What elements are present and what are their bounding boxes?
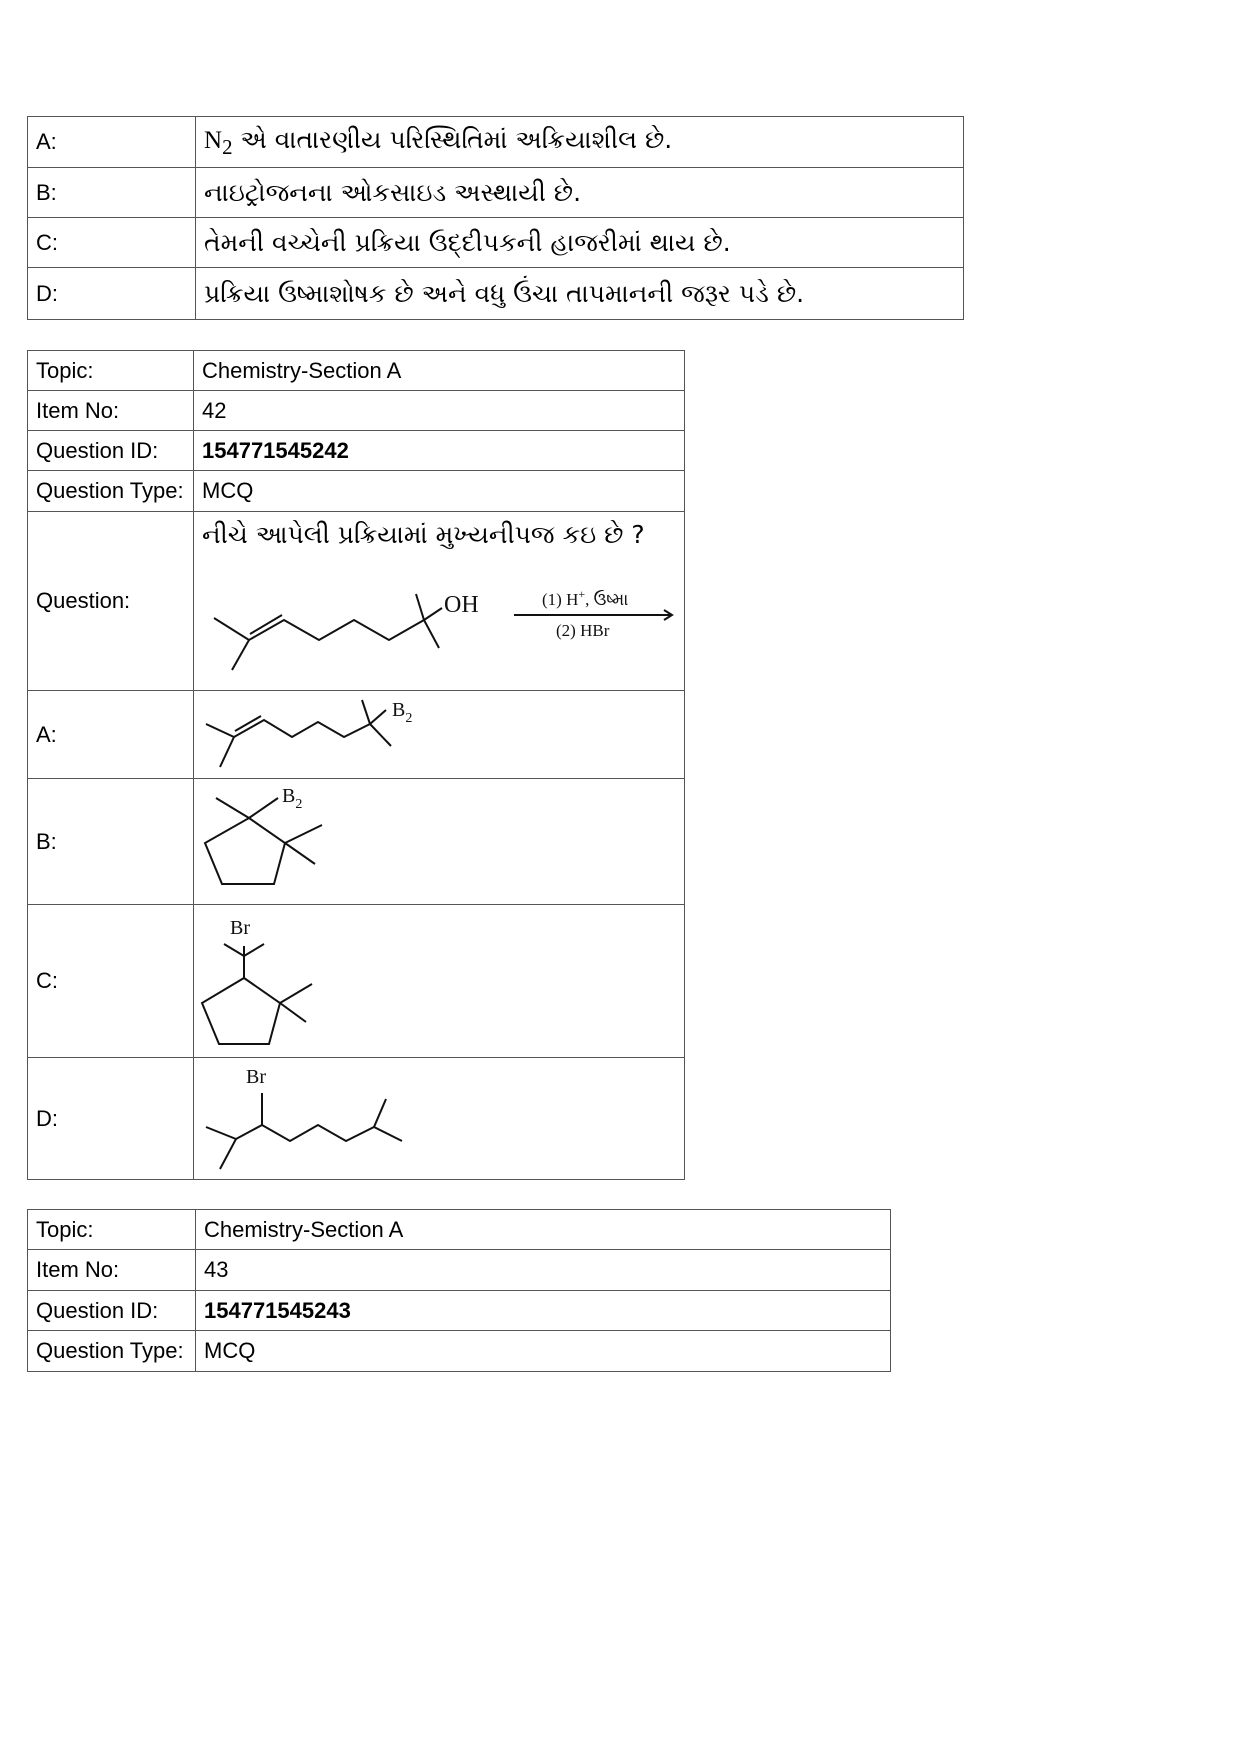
question-content (194, 512, 685, 691)
question-id-value: 154771545243 (196, 1291, 891, 1331)
question-43-table (27, 1209, 891, 1372)
methyl-down (370, 724, 391, 746)
option-row-c (28, 905, 685, 1058)
gem-methyl-1 (280, 984, 312, 1003)
option-text: નાઇટ્રોજનના ઓકસાઇડ અસ્થાયી છે. (196, 168, 964, 218)
cyclopentane-ring (202, 978, 280, 1044)
option-figure-cell (194, 779, 685, 905)
question-id-value: 154771545242 (194, 431, 685, 471)
option-row-b (28, 779, 685, 905)
option-figure-cell (194, 1058, 685, 1180)
methyl-left (216, 798, 249, 818)
topic-value: Chemistry-Section A (194, 351, 685, 391)
option-text (196, 117, 964, 168)
question-type-row (28, 471, 685, 512)
topic-value: Chemistry-Section A (196, 1210, 891, 1250)
question-text: નીચે આપેલી પ્રક્રિયામાં મુખ્યનીપજ કઇ છે ? (202, 520, 645, 549)
reagent-step-1: (1) H+, ઉષ્મા (542, 587, 629, 609)
option-c-structure (194, 906, 394, 1056)
topic-label: Topic: (28, 351, 194, 391)
question-id-label: Question ID: (28, 431, 194, 471)
reactant-skeleton (214, 618, 424, 640)
option-b-structure (194, 780, 394, 904)
chain-skeleton (206, 720, 370, 737)
methyl-left (206, 1127, 236, 1139)
cyclopentane-ring (205, 818, 285, 884)
tert-methyl-left (224, 944, 244, 956)
atom-label: $B_2$ (392, 698, 413, 726)
methyl-up (374, 1099, 386, 1127)
question-id-label: Question ID: (28, 1291, 196, 1331)
option-label: B: (28, 168, 196, 218)
gem-methyl-1 (285, 825, 322, 843)
reactant-methyl-up (416, 594, 424, 620)
methyl-down (220, 1139, 236, 1169)
question-type-value: MCQ (194, 471, 685, 512)
question-42-table (27, 350, 685, 1180)
methyl-right (249, 798, 278, 818)
item-row (28, 1250, 891, 1291)
reactant-oh-bond (424, 608, 442, 620)
option-row-d (28, 1058, 685, 1180)
methyl-up (362, 700, 370, 724)
option-label: D: (28, 1058, 194, 1180)
option-row-c (28, 218, 964, 268)
formula-subscript: 2 (222, 134, 233, 159)
option-row-a (28, 117, 964, 168)
gem-methyl-2 (285, 843, 315, 864)
option-row-d (28, 268, 964, 320)
option-label: A: (28, 117, 196, 168)
item-row (28, 391, 685, 431)
option-figure-cell (194, 905, 685, 1058)
option-text: પ્રક્રિયા ઉષ્માશોષક છે અને વધુ ઉંચા તાપમાનની જરૂર પડે છે. (196, 268, 964, 320)
question-row (28, 512, 685, 691)
atom-label: $B_2$ (282, 784, 303, 812)
option-text: તેમની વચ્ચેની પ્રક્રિયા ઉદ્દીપકની હાજરીમાં થાય છે. (196, 218, 964, 268)
option-label: C: (28, 905, 194, 1058)
option-label: A: (28, 691, 194, 779)
prev-options-table (27, 116, 964, 320)
reagent-step-2: (2) HBr (556, 621, 610, 640)
reactant-oh-label: OH (444, 592, 479, 618)
question-id-row (28, 431, 685, 471)
atom-label: Br (230, 917, 250, 939)
topic-label: Topic: (28, 1210, 196, 1250)
option-a-structure (194, 692, 434, 778)
formula: N (204, 126, 223, 154)
item-label: Item No: (28, 1250, 196, 1291)
question-type-label: Question Type: (28, 1331, 196, 1372)
option-row-a (28, 691, 685, 779)
methyl-branch (220, 737, 234, 767)
option-text-body: એ વાતારણીય પરિસ્થિતિમાં અક્રિયાશીલ છે. (232, 124, 673, 154)
question-type-label: Question Type: (28, 471, 194, 512)
question-type-row (28, 1331, 891, 1372)
chain-skeleton (236, 1125, 402, 1141)
gem-methyl-2 (280, 1003, 306, 1022)
item-value: 43 (196, 1250, 891, 1291)
option-label: B: (28, 779, 194, 905)
question-label: Question: (28, 512, 194, 691)
reactant-methyl-branch (232, 640, 249, 670)
substituent-bond (370, 710, 386, 724)
question-id-row (28, 1291, 891, 1331)
option-figure-cell (194, 691, 685, 779)
item-label: Item No: (28, 391, 194, 431)
topic-row (28, 1210, 891, 1250)
reaction-scheme-figure (194, 560, 684, 690)
item-value: 42 (194, 391, 685, 431)
atom-label: Br (246, 1065, 266, 1088)
question-type-value: MCQ (196, 1331, 891, 1372)
option-row-b (28, 168, 964, 218)
tert-methyl-right (244, 944, 264, 956)
option-label: D: (28, 268, 196, 320)
option-label: C: (28, 218, 196, 268)
topic-row (28, 351, 685, 391)
reactant-methyl-down (424, 620, 439, 648)
option-d-structure (194, 1059, 434, 1179)
